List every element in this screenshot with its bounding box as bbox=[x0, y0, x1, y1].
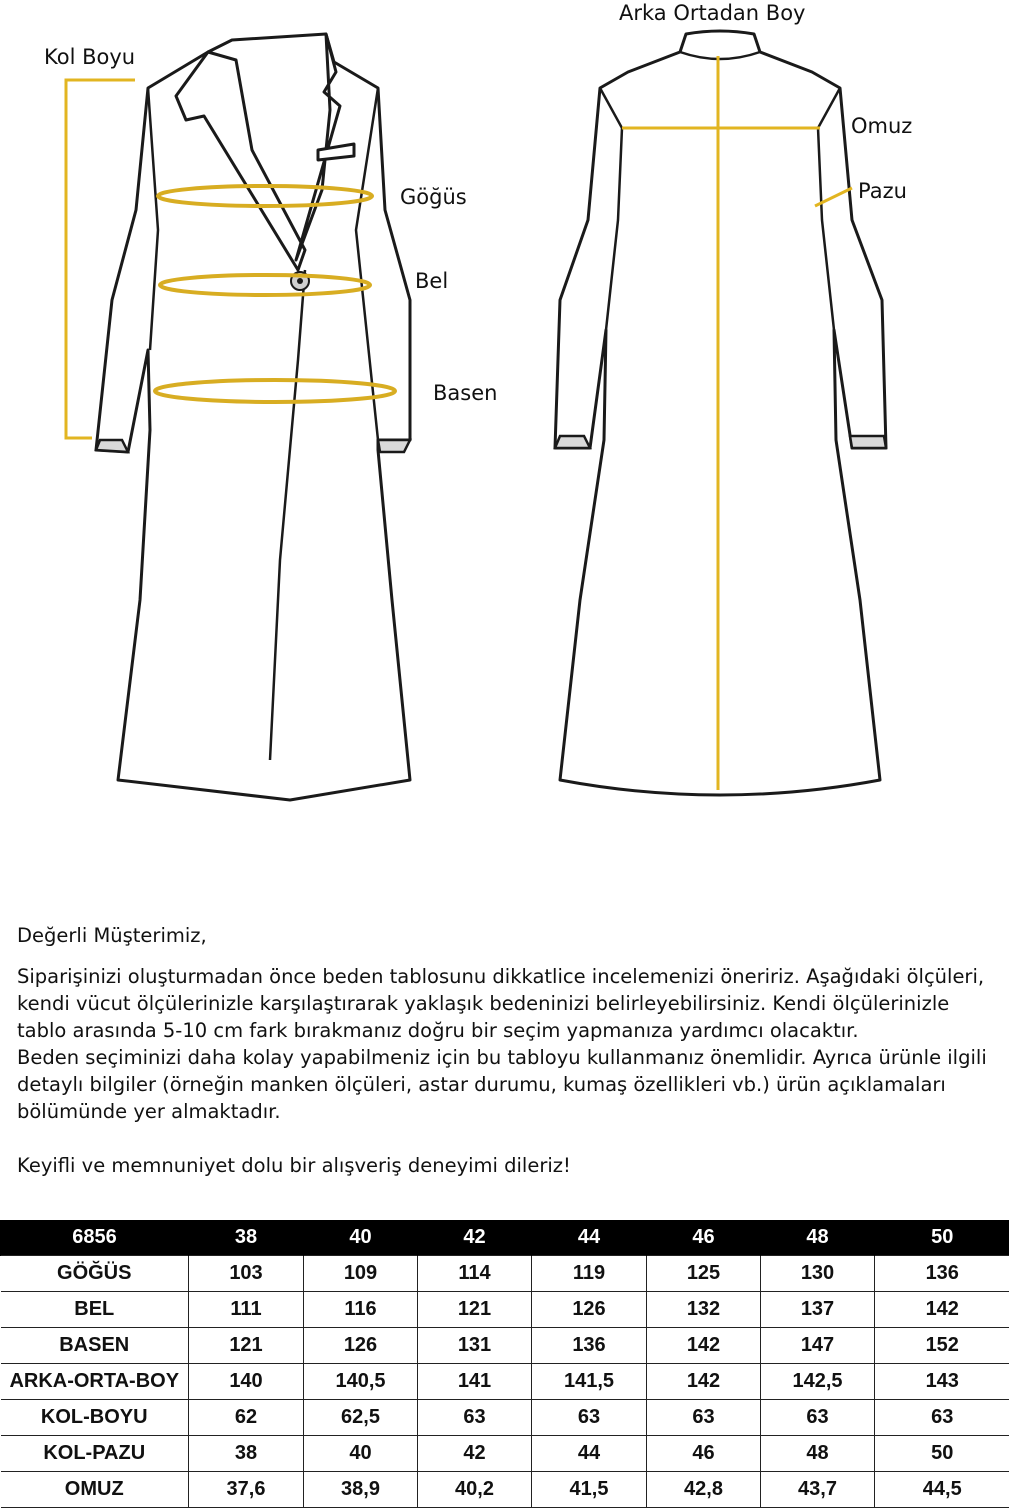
table-cell: 137 bbox=[761, 1292, 875, 1328]
table-cell: 46 bbox=[647, 1436, 761, 1472]
table-cell: 38 bbox=[189, 1436, 304, 1472]
label-hip: Basen bbox=[433, 381, 497, 405]
table-cell: 142 bbox=[647, 1328, 761, 1364]
label-bicep: Pazu bbox=[858, 179, 907, 203]
table-cell: 103 bbox=[189, 1256, 304, 1292]
table-cell: 37,6 bbox=[189, 1472, 304, 1508]
table-cell: 63 bbox=[761, 1400, 875, 1436]
row-label: OMUZ bbox=[1, 1472, 189, 1508]
row-label: BEL bbox=[1, 1292, 189, 1328]
table-cell: 152 bbox=[875, 1328, 1009, 1364]
table-cell: 43,7 bbox=[761, 1472, 875, 1508]
size-chart-table bbox=[0, 1220, 1009, 1508]
table-cell: 40 bbox=[304, 1436, 418, 1472]
table-row bbox=[1, 1472, 1009, 1508]
notice-paragraph-2: Beden seçiminizi daha kolay yapabilmeniz için bu tabloyu kullanmanız önemlidir. Ayrıca ürünle ilgili detaylı bilgiler (örneğin manken ölçüleri, astar durumu, kumaş özellikleri vb.) ürün açıklamaları bölümünde yer almaktadır. bbox=[17, 1044, 997, 1125]
table-row bbox=[1, 1400, 1009, 1436]
header-model-code: 6856 bbox=[1, 1220, 189, 1256]
table-header-row bbox=[1, 1220, 1009, 1256]
header-size-42: 42 bbox=[418, 1220, 532, 1256]
table-cell: 116 bbox=[304, 1292, 418, 1328]
header-size-40: 40 bbox=[304, 1220, 418, 1256]
header-size-48: 48 bbox=[761, 1220, 875, 1256]
table-cell: 48 bbox=[761, 1436, 875, 1472]
table-cell: 63 bbox=[532, 1400, 647, 1436]
table-cell: 50 bbox=[875, 1436, 1009, 1472]
table-cell: 132 bbox=[647, 1292, 761, 1328]
table-row bbox=[1, 1256, 1009, 1292]
row-label: KOL-BOYU bbox=[1, 1400, 189, 1436]
table-cell: 121 bbox=[418, 1292, 532, 1328]
table-cell: 41,5 bbox=[532, 1472, 647, 1508]
label-sleeve-length: Kol Boyu bbox=[44, 45, 135, 69]
row-label: KOL-PAZU bbox=[1, 1436, 189, 1472]
header-size-38: 38 bbox=[189, 1220, 304, 1256]
row-label: ARKA-ORTA-BOY bbox=[1, 1364, 189, 1400]
table-cell: 140,5 bbox=[304, 1364, 418, 1400]
customer-notice bbox=[17, 922, 997, 1179]
header-size-44: 44 bbox=[532, 1220, 647, 1256]
table-cell: 126 bbox=[532, 1292, 647, 1328]
row-label: BASEN bbox=[1, 1328, 189, 1364]
table-cell: 136 bbox=[875, 1256, 1009, 1292]
table-cell: 142 bbox=[875, 1292, 1009, 1328]
table-cell: 136 bbox=[532, 1328, 647, 1364]
table-cell: 38,9 bbox=[304, 1472, 418, 1508]
table-cell: 42 bbox=[418, 1436, 532, 1472]
table-row bbox=[1, 1436, 1009, 1472]
table-cell: 42,8 bbox=[647, 1472, 761, 1508]
table-cell: 62 bbox=[189, 1400, 304, 1436]
notice-greeting: Değerli Müşterimiz, bbox=[17, 922, 997, 949]
back-coat-illustration bbox=[555, 31, 886, 795]
table-cell: 40,2 bbox=[418, 1472, 532, 1508]
header-size-50: 50 bbox=[875, 1220, 1009, 1256]
table-cell: 62,5 bbox=[304, 1400, 418, 1436]
table-cell: 63 bbox=[875, 1400, 1009, 1436]
table-cell: 121 bbox=[189, 1328, 304, 1364]
table-row bbox=[1, 1364, 1009, 1400]
table-cell: 111 bbox=[189, 1292, 304, 1328]
notice-paragraph-1: Siparişinizi oluşturmadan önce beden tablosunu dikkatlice incelemenizi öneririz. Aşağıdaki ölçüleri, kendi vücut ölçülerinizle karşılaştırarak yaklaşık bedeninizi belirleyebilirsiniz. Kendi ölçülerinizle tablo arasında 5-10 cm fark bırakmanız doğru bir seçim yapmanıza yardımcı olacaktır. bbox=[17, 963, 997, 1044]
table-cell: 44 bbox=[532, 1436, 647, 1472]
front-coat-illustration bbox=[96, 34, 410, 800]
table-cell: 114 bbox=[418, 1256, 532, 1292]
header-size-46: 46 bbox=[647, 1220, 761, 1256]
table-cell: 63 bbox=[418, 1400, 532, 1436]
table-cell: 141,5 bbox=[532, 1364, 647, 1400]
label-back-center-length: Arka Ortadan Boy bbox=[619, 1, 805, 25]
table-cell: 142 bbox=[647, 1364, 761, 1400]
table-cell: 119 bbox=[532, 1256, 647, 1292]
table-cell: 44,5 bbox=[875, 1472, 1009, 1508]
label-chest: Göğüs bbox=[400, 185, 467, 209]
table-cell: 126 bbox=[304, 1328, 418, 1364]
table-cell: 63 bbox=[647, 1400, 761, 1436]
row-label: GÖĞÜS bbox=[1, 1256, 189, 1292]
table-cell: 142,5 bbox=[761, 1364, 875, 1400]
label-shoulder: Omuz bbox=[851, 114, 912, 138]
table-cell: 131 bbox=[418, 1328, 532, 1364]
table-cell: 125 bbox=[647, 1256, 761, 1292]
table-row bbox=[1, 1292, 1009, 1328]
table-row bbox=[1, 1328, 1009, 1364]
table-cell: 143 bbox=[875, 1364, 1009, 1400]
label-waist: Bel bbox=[415, 269, 448, 293]
table-cell: 130 bbox=[761, 1256, 875, 1292]
table-cell: 147 bbox=[761, 1328, 875, 1364]
table-cell: 109 bbox=[304, 1256, 418, 1292]
table-cell: 140 bbox=[189, 1364, 304, 1400]
notice-closing: Keyifli ve memnuniyet dolu bir alışveriş deneyimi dileriz! bbox=[17, 1152, 997, 1179]
table-cell: 141 bbox=[418, 1364, 532, 1400]
